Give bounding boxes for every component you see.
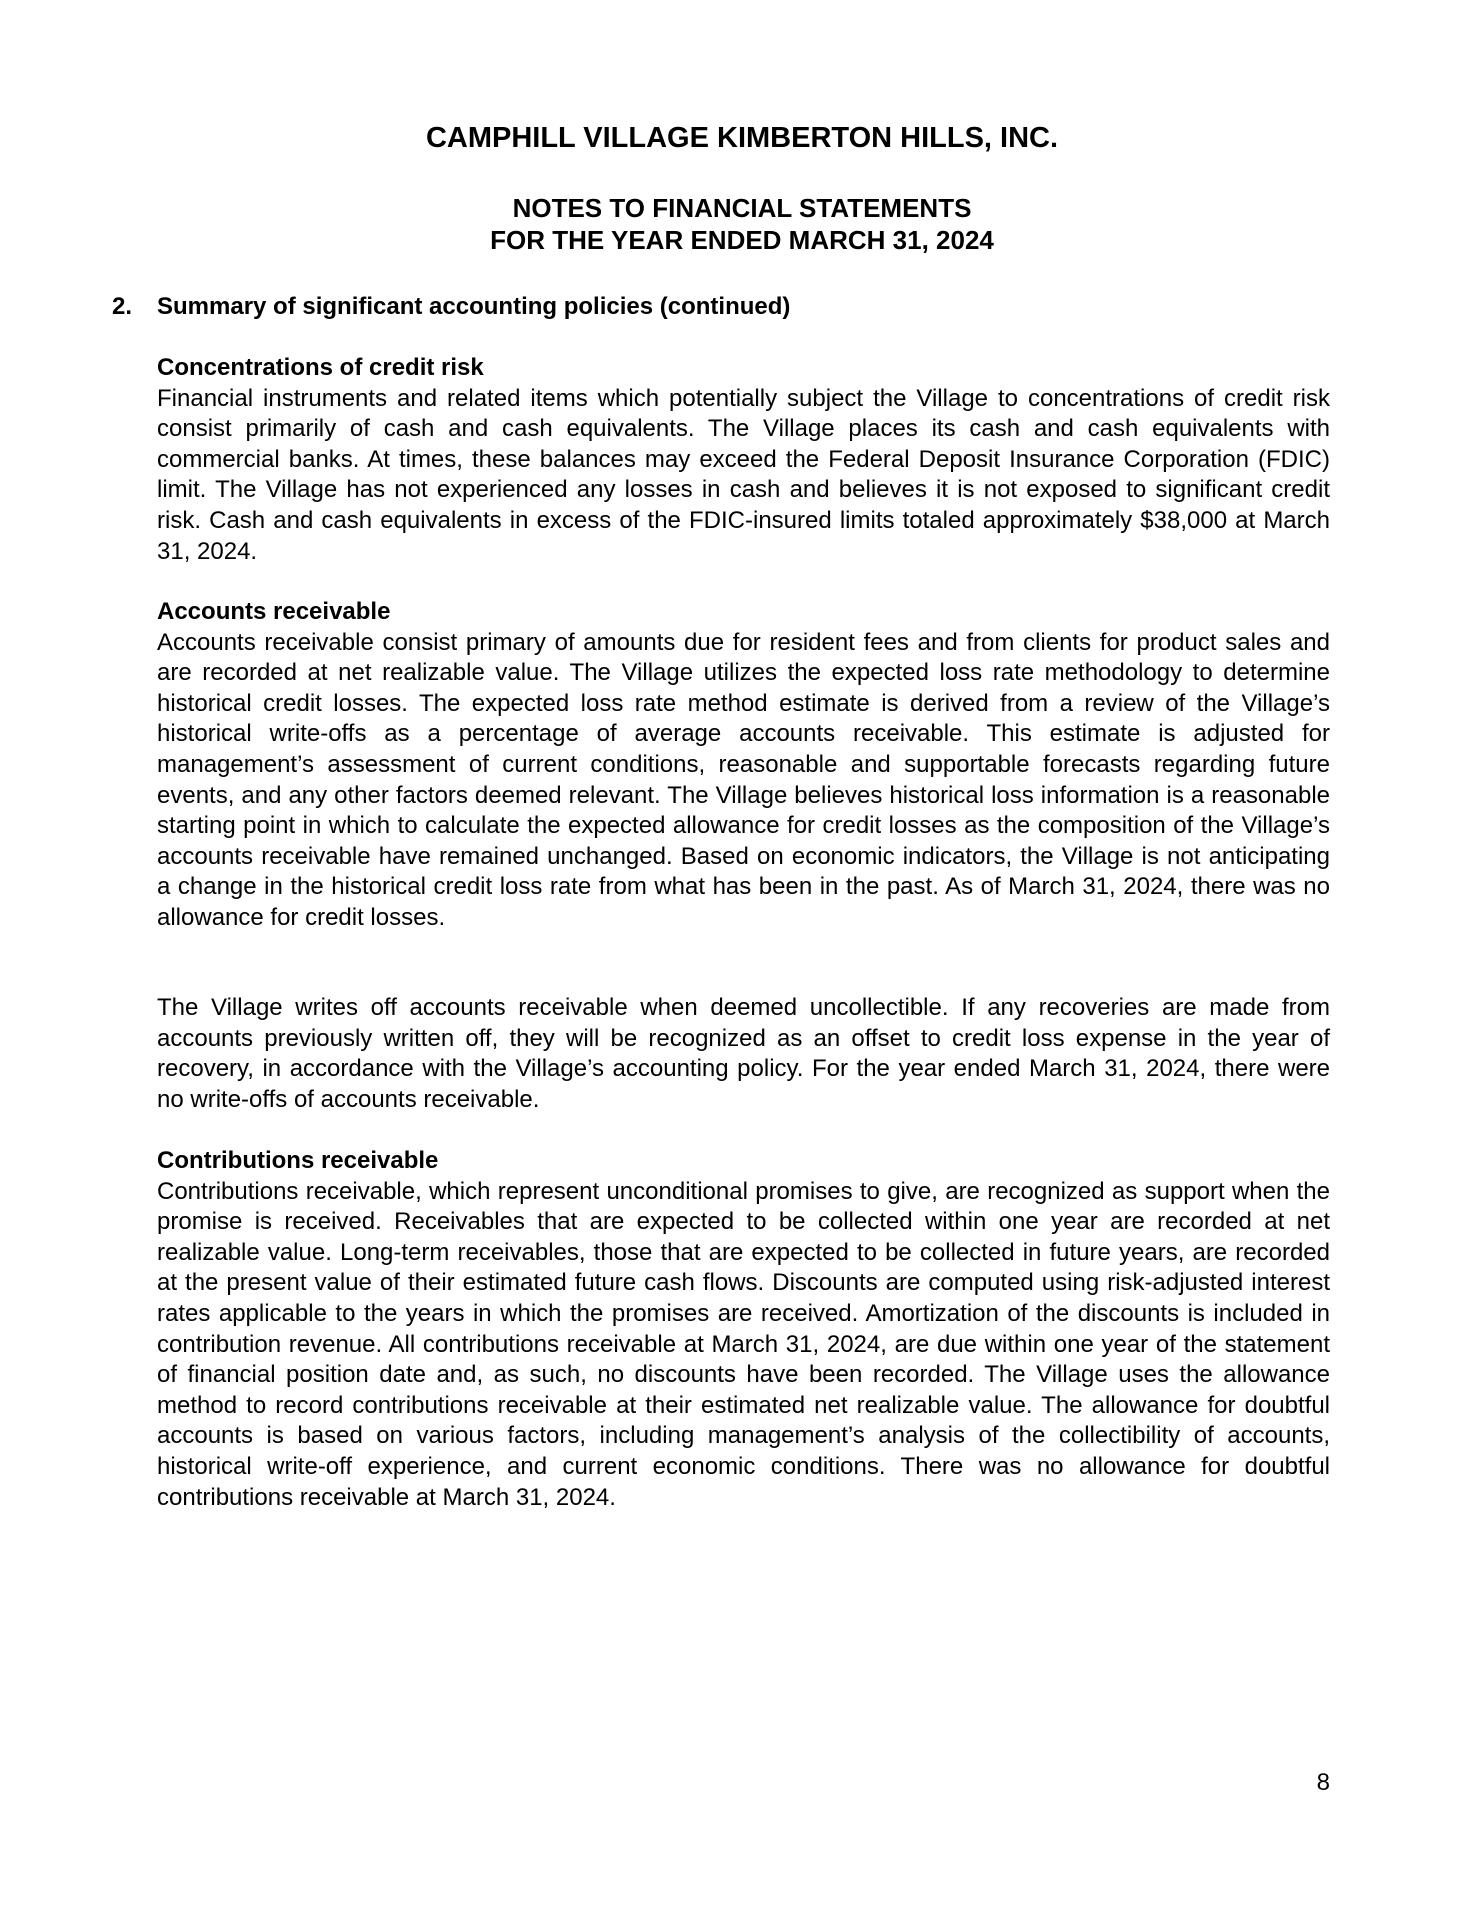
concentrations-section <box>157 353 1330 567</box>
section-number: 2. <box>112 293 133 320</box>
section-title: Summary of significant accounting policies (continued) <box>157 293 791 320</box>
concentrations-heading: Concentrations of credit risk <box>157 354 484 381</box>
page-number: 8 <box>1316 1769 1330 1796</box>
document-subtitle-line2: FOR THE YEAR ENDED MARCH 31, 2024 <box>490 225 994 255</box>
accounts-receivable-paragraph: Accounts receivable consist primary of amounts due for resident fees and from clients for product sales and are recorded at net realizable value. The Village utilizes the expected loss rate methodology to determine historical credit losses. The expected loss rate method estimate is derived from a review of the Village’s historical write-offs as a percentage of average accounts receivable. This estimate is adjusted for management’s assessment of current conditions, reasonable and supportable forecasts regarding future events, and any other factors deemed relevant. The Village believes historical loss information is a reasonable starting point in which to calculate the expected allowance for credit losses as the composition of the Village’s accounts receivable have remained unchanged. Based on economic indicators, the Village is not anticipating a change in the historical credit loss rate from what has been in the past. As of March 31, 2024, there was no allowance for credit losses. <box>157 628 1330 931</box>
contributions-receivable-paragraph: Contributions receivable, which represent unconditional promises to give, are recognized as support when the promise is received. Receivables that are expected to be collected within one year are recorded at net realizable value. Long-term receivables, those that are expected to be collected in future years, are recorded at the present value of their estimated future cash flows. Discounts are computed using risk-adjusted interest rates applicable to the years in which the promises are received. Amortization of the discounts is included in contribution revenue. All contributions receivable at March 31, 2024, are due within one year of the statement of financial position date and, as such, no discounts have been recorded. The Village uses the allowance method to record contributions receivable at their estimated net realizable value. The allowance for doubtful accounts is based on various factors, including management’s analysis of the collectibility of accounts, historical write-off experience, and current economic conditions. There was no allowance for doubtful contributions receivable at March 31, 2024. <box>157 1177 1330 1511</box>
document-subtitle-line1: NOTES TO FINANCIAL STATEMENTS <box>512 193 972 223</box>
organization-title: CAMPHILL VILLAGE KIMBERTON HILLS, INC. <box>425 122 1059 154</box>
contributions-receivable-section <box>157 1146 1330 1513</box>
accounts-receivable-section <box>157 597 1330 934</box>
section-heading <box>112 292 790 322</box>
accounts-receivable-writeoff-paragraph: The Village writes off accounts receivable when deemed uncollectible. If any recoveries are made from accounts previously written off, they will be recognized as an offset to credit loss expense in the year of recovery, in accordance with the Village’s accounting policy. For the year ended March 31, 2024, there were no write-offs of accounts receivable. <box>157 994 1330 1113</box>
accounts-receivable-writeoff-section <box>157 993 1330 1115</box>
accounts-receivable-heading: Accounts receivable <box>157 598 391 625</box>
contributions-receivable-heading: Contributions receivable <box>157 1147 439 1174</box>
concentrations-paragraph: Financial instruments and related items which potentially subject the Village to concentrations of credit risk consist primarily of cash and cash equivalents. The Village places its cash and cash equivalents with commercial banks. At times, these balances may exceed the Federal Deposit Insurance Corporation (FDIC) limit. The Village has not experienced any losses in cash and believes it is not exposed to significant credit risk. Cash and cash equivalents in excess of the FDIC-insured limits totaled approximately $38,000 at March 31, 2024. <box>157 384 1330 565</box>
